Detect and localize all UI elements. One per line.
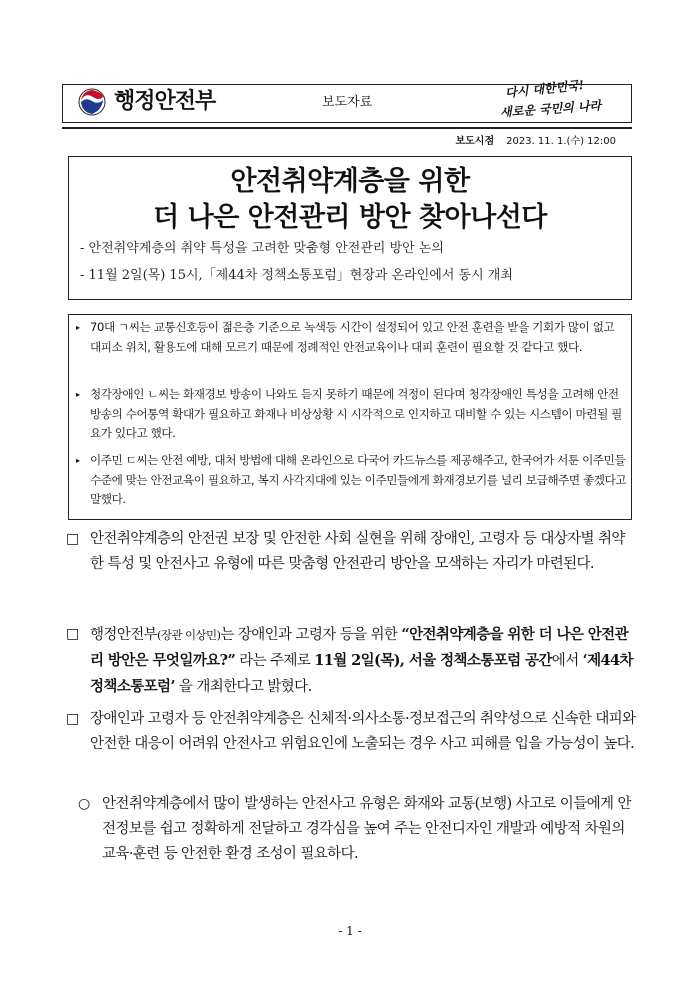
quote-text: 이주민 ㄷ씨는 안전 예방, 대처 방법에 대해 온라인으로 다국어 카드뉴스를 제공해주고, 한국어가 서툰 이주민들 수준에 맞는 안전교육이 필요하고, 복지 사각지대에 있는 이주민들에게 화재경보기를 널리 보급해주면 좋겠다고 말했다. [90, 453, 627, 506]
minister-note: (장관 이상민) [157, 628, 221, 642]
ministry-mention: 행정안전부 [90, 627, 158, 643]
subheadline-1: - 안전취약계층의 취약 특성을 고려한 맞춤형 안전관리 방안 논의 [80, 241, 444, 256]
header-rule [62, 127, 632, 129]
square-bullet-icon: □ [66, 531, 79, 547]
circle-bullet-icon: ○ [78, 796, 90, 812]
body-paragraph-3 [66, 707, 636, 757]
body-paragraph-1 [66, 527, 636, 577]
quote-text: 청각장애인 ㄴ씨는 화재경보 방송이 나와도 듣지 못하기 때문에 걱정이 된다며 청각장애인 특성을 고려해 안전방송의 수어통역 확대가 필요하고 화재나 비상상황 시 시각적으로 인지하고 대비할 수 있는 시스템이 마련될 필요가 있다고 했다. [90, 387, 622, 440]
body-paragraph-2 [66, 622, 636, 700]
slogan-line2: 새로운 국민의 나라 [499, 98, 602, 120]
text-run: 에서 [551, 653, 583, 669]
quote-item [76, 385, 628, 444]
release-time: 2023. 11. 1.(수) 12:00 [506, 136, 616, 147]
page-number: - 1 - [338, 924, 362, 938]
text-run: 는 장애인과 고령자 등을 위한 [220, 627, 402, 643]
square-bullet-icon: □ [66, 626, 79, 642]
forum-date-place: 11월 2일(목), 서울 정책소통포럼 공간 [314, 652, 552, 669]
text-run: 을 개최한다고 밝혔다. [174, 679, 312, 695]
subheadline-2: - 11월 2일(목) 15시,「제44차 정책소통포럼」현장과 온라인에서 동시 개최 [80, 268, 513, 283]
quote-item [76, 318, 628, 357]
forum-topic: “안전취약계층을 위한 더 나은 안전관리 방안은 무엇일까요?” [90, 626, 628, 669]
quote-item [76, 451, 628, 510]
bullet-triangle-icon: ▸ [76, 323, 80, 332]
paragraph-text [90, 622, 636, 700]
release-time-row [0, 135, 616, 149]
release-type: 보도자료 [322, 95, 373, 110]
release-time-label: 보도시점 [455, 136, 495, 147]
body-paragraph-4 [78, 792, 634, 867]
text-run: 라는 주제로 [235, 653, 315, 669]
slogan-line1: 다시 대한민국! [504, 77, 585, 101]
quote-text: 70대 ㄱ씨는 교통신호등이 젊은층 기준으로 녹색등 시간이 설정되어 있고 안전 훈련을 받을 기회가 많이 없고 대피소 위치, 활용도에 대해 모르기 때문에 정례적인 안전교육이나 대피 훈련이 필요할 것 같다고 했다. [90, 320, 615, 354]
paragraph-text: 장애인과 고령자 등 안전취약계층은 신체적·의사소통·정보접근의 취약성으로 신속한 대피와 안전한 대응이 어려워 안전사고 위험요인에 노출되는 경우 사고 피해를 입을 가능성이 높다. [90, 711, 636, 752]
square-bullet-icon: □ [66, 711, 79, 727]
bullet-triangle-icon: ▸ [76, 390, 80, 399]
forum-name: ‘제44차 정책소통포럼’ [90, 652, 633, 695]
headline-line2: 더 나은 안전관리 방안 찾아나선다 [153, 202, 547, 233]
government-emblem-icon [78, 88, 106, 116]
ministry-name: 행정안전부 [114, 89, 216, 114]
headline-line1: 안전취약계층을 위한 [230, 166, 470, 197]
paragraph-text: 안전취약계층의 안전권 보장 및 안전한 사회 실현을 위해 장애인, 고령자 등 대상자별 취약한 특성 및 안전사고 유형에 따른 맞춤형 안전관리 방안을 모색하는 자리가 마련된다. [90, 531, 625, 572]
paragraph-text: 안전취약계층에서 많이 발생하는 안전사고 유형은 화재와 교통(보행) 사고로 이들에게 안전정보를 쉽고 정확하게 전달하고 경각심을 높여 주는 안전디자인 개발과 예방적 차원의 교육·훈련 등 안전한 환경 조성이 필요하다. [102, 796, 631, 862]
bullet-triangle-icon: ▸ [76, 456, 80, 465]
